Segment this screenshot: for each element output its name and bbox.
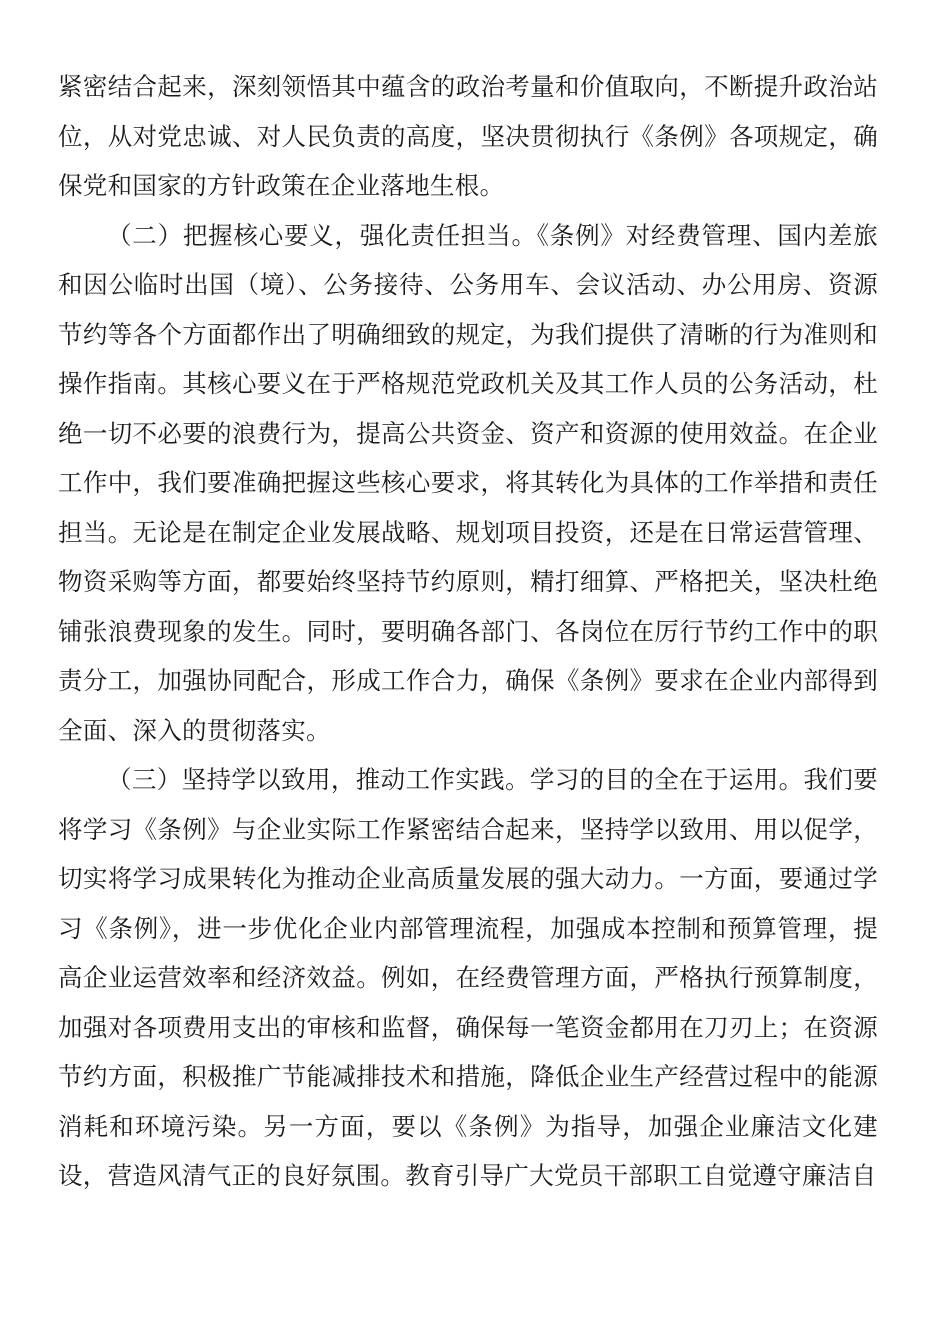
paragraph-section-two: （二）把握核心要义，强化责任担当。《条例》对经费管理、国内差旅和因公临时出国（境）、公务接待、公务用车、会议活动、办公用房、资源节约等各个方面都作出了明确细致的规定，为我们提供了清晰的行为准则和操作指南。其核心要义在于严格规范党政机关及其工作人员的公务活动，杜绝一切不必要的浪费行为，提高公共资金、资产和资源的使用效益。在企业工作中，我们要准确把握这些核心要求，将其转化为具体的工作举措和责任担当。无论是在制定企业发展战略、规划项目投资，还是在日常运营管理、物资采购等方面，都要始终坚持节约原则，精打细算、严格把关，坚决杜绝铺张浪费现象的发生。同时，要明确各部门、各岗位在厉行节约工作中的职责分工，加强协同配合，形成工作合力，确保《条例》要求在企业内部得到全面、深入的贯彻落实。: [58, 220, 878, 745]
body-text: [58, 62, 878, 1201]
paragraph-section-three: （三）坚持学以致用，推动工作实践。学习的目的全在于运用。我们要将学习《条例》与企业实际工作紧密结合起来，坚持学以致用、用以促学，切实将学习成果转化为推动企业高质量发展的强大动力。一方面，要通过学习《条例》，进一步优化企业内部管理流程，加强成本控制和预算管理，提高企业运营效率和经济效益。例如，在经费管理方面，严格执行预算制度，加强对各项费用支出的审核和监督，确保每一笔资金都用在刀刃上；在资源节约方面，积极推广节能减排技术和措施，降低企业生产经营过程中的能源消耗和环境污染。另一方面，要以《条例》为指导，加强企业廉洁文化建设，营造风清气正的良好氛围。教育引导广大党员干部职工自觉遵守廉洁自: [58, 765, 878, 1190]
paragraph-continuation: 紧密结合起来，深刻领悟其中蕴含的政治考量和价值取向，不断提升政治站位，从对党忠诚、对人民负责的高度，坚决贯彻执行《条例》各项规定，确保党和国家的方针政策在企业落地生根。: [58, 72, 878, 200]
